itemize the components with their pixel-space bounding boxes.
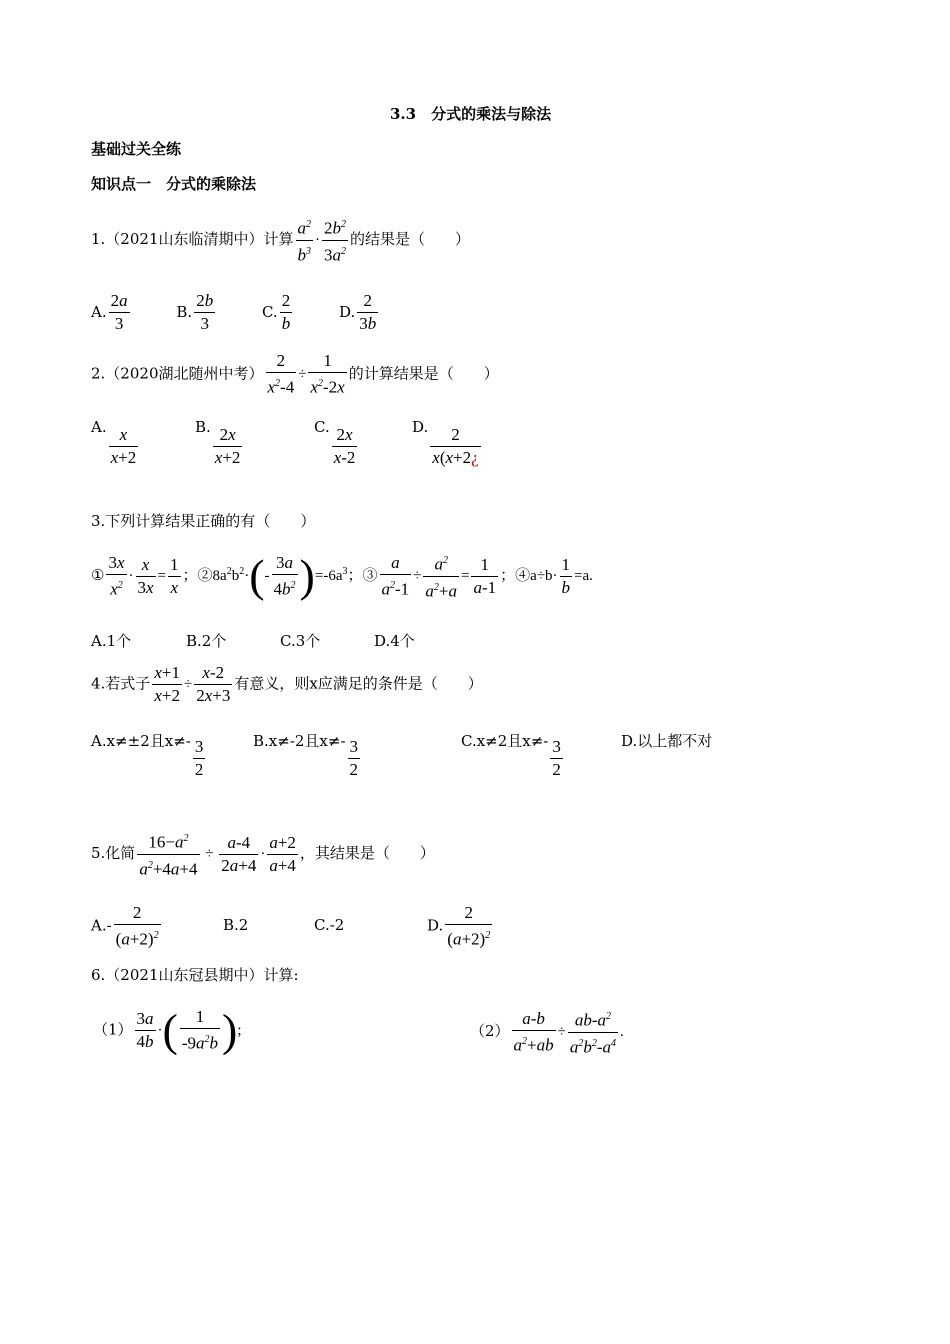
q2-fraction-1: $\frac{2}{x^2-4}$ — [267, 351, 295, 397]
q1-option-b: B. $\frac{2b}{3}$ — [176, 291, 214, 333]
q4-option-a: A.x≠±2且x≠- $\frac{3}{2}$ — [91, 732, 204, 779]
q1-option-a: A. $\frac{2a}{3}$ — [91, 291, 128, 333]
q4-option-d: D.以上都不对 — [621, 732, 713, 750]
q5-option-a: A.- $\frac{2}{(a+2)^2}$ — [91, 903, 159, 949]
question-3: 3.下列计算结果正确的有（ ） — [91, 512, 316, 530]
question-4: 4.若式子 $\frac{x+1}{x+2}$ ÷ $\frac{x-2}{2x+3}$ 有意义，则x应满足的条件是（ ） — [91, 663, 483, 705]
q6-part-2: （2） $\frac{a-b}{a^2+ab}$ ÷ $\frac{ab-a^2}{a^2b^2-a^4}$ . — [470, 1006, 624, 1058]
question-5: 5.化简 $\frac{16-a^2}{a^2+4a+4}$ ÷ $\frac{a-4}{2a+4}$ · $\frac{a+2}{a+4}$ ，其结果是（ ） — [91, 828, 435, 880]
q2-fraction-2: $\frac{1}{x^2-2x}$ — [310, 351, 345, 397]
q5-option-d: D. $\frac{2}{(a+2)^2}$ — [427, 903, 491, 949]
question-2: 2.（2020湖北随州中考） $\frac{2}{x^2-4}$ ÷ $\frac{1}{x^2-2x}$ 的计算结果是（ ） — [91, 351, 499, 397]
page-title: 3.3 分式的乘法与除法 — [390, 105, 552, 123]
q5-option-b: B.2 — [223, 916, 249, 934]
q5-option-c: C.-2 — [314, 916, 345, 934]
q1-option-c: C. $\frac{2}{b}$ — [261, 291, 291, 333]
q1-fraction-2: $\frac{2b^2}{3a^2}$ — [322, 214, 348, 266]
q2-option-b: B. $\frac{2x}{x+2}$ — [195, 418, 241, 467]
q1-stem-post: 的结果是（ ） — [350, 230, 471, 249]
q4-option-b: B.x≠-2且x≠- $\frac{3}{2}$ — [253, 732, 359, 779]
q1-option-d: D. $\frac{2}{3b}$ — [338, 291, 377, 333]
q1-fraction-1: $\frac{a^2}{b^3}$ — [296, 214, 314, 266]
question-1: 1.（2021山东临清期中）计算 $\frac{a^2}{b^3}$ · $\frac{2b^2}{3a^2}$ 的结果是（ ） — [91, 214, 470, 266]
q2-stem-pre: 2.（2020湖北随州中考） — [91, 364, 264, 383]
q1-options — [91, 290, 380, 335]
q1-stem-pre: 1.（2021山东临清期中）计算 — [91, 230, 294, 249]
q2-option-d: D. $\frac{2}{x(x+2¿}$ — [412, 418, 479, 467]
q6-part-1: （1） $\frac{3a}{4b}$ ·( $\frac{1}{-9a^2b}$ ); — [93, 1004, 242, 1056]
q2-option-a: A. $\frac{x}{x+2}$ — [91, 418, 137, 467]
question-6: 6.（2021山东冠县期中）计算: — [91, 966, 299, 984]
section-heading: 基础过关全练 — [91, 140, 182, 158]
q3-option-d: D.4个 — [374, 632, 415, 650]
q3-items: ① $\frac{3x}{x^2}$ · $\frac{x}{3x}$ = $\frac{1}{x}$ ；$②8a^2b^2\cdot(-$ $\frac{3a}{4b^2}$ )$=-6a^3$；③ $\frac{a}{a^2-1}$ ÷ $\frac{a^2}{a^2+a}$ = $\frac{1}{a-1}$ ；④a÷b· $\frac{1}{b}$ =a. — [91, 550, 593, 602]
q2-option-c: C. $\frac{2x}{x-2}$ — [314, 418, 356, 467]
q4-option-c: C.x≠2且x≠- $\frac{3}{2}$ — [461, 732, 561, 779]
q3-option-a: A.1个 — [91, 632, 132, 650]
q2-stem-post: 的计算结果是（ ） — [348, 364, 499, 383]
topic-heading: 知识点一 分式的乘除法 — [91, 175, 257, 193]
q3-option-c: C.3个 — [280, 632, 321, 650]
q3-option-b: B.2个 — [186, 632, 227, 650]
